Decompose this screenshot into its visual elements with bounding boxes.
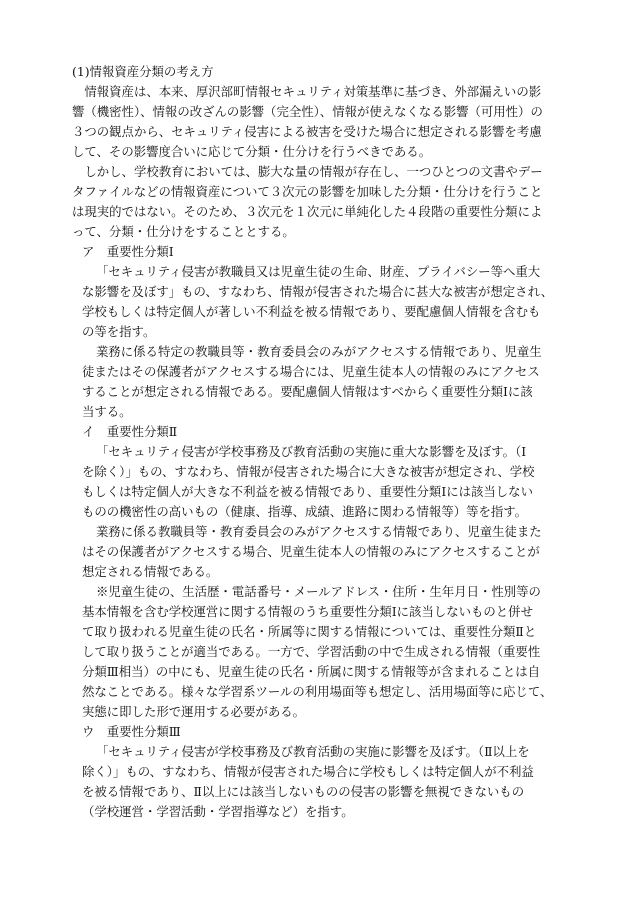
- text-line: 響（機密性）、情報の改ざんの影響（完全性）、情報が使えなくなる影響（可用性）の: [72, 104, 543, 119]
- text-line: ３つの観点から、セキュリティ侵害による被害を受けた場合に想定される影響を考慮: [72, 124, 542, 139]
- text-line: (1)情報資産分類の考え方: [72, 64, 214, 79]
- text-line: て取り扱われる児童生徒の氏名・所属等に関する情報については、重要性分類Ⅱと: [82, 624, 537, 639]
- text-line: イ 重要性分類Ⅱ: [82, 424, 178, 439]
- text-line: しかし、学校教育においては、膨大な量の情報が存在し、一つひとつの文書やデー: [72, 164, 543, 179]
- text-line: 然なことである。様々な学習系ツールの利用場面等も想定し、活用場面等に応じて、: [82, 684, 553, 699]
- text-line: 「セキュリティ侵害が学校事務及び教育活動の実施に影響を及ぼす。（Ⅱ以上を: [96, 744, 530, 759]
- text-line: して、その影響度合いに応じて分類・仕分けを行うべきである。: [72, 144, 432, 159]
- text-line: して取り扱うことが適当である。一方で、学習活動の中で生成される情報（重要性: [82, 644, 541, 659]
- text-line: タファイルなどの情報資産について３次元の影響を加味した分類・仕分けを行うこと: [72, 184, 543, 199]
- text-line: 情報資産は、本来、厚沢部町情報セキュリティ対策基準に基づき、外部漏えいの影: [72, 84, 542, 99]
- text-line: することが想定される情報である。要配慮個人情報はすべからく重要性分類Ⅰに該: [82, 384, 533, 399]
- text-line: 「セキュリティ侵害が学校事務及び教育活動の実施に重大な影響を及ぼす。（Ⅰ: [96, 444, 527, 459]
- text-line: 当する。: [82, 404, 132, 419]
- text-line: 分類Ⅲ相当）の中にも、児童生徒の氏名・所属に関する情報等が含まれることは自: [82, 664, 541, 679]
- text-line: ウ 重要性分類Ⅲ: [82, 724, 181, 739]
- text-line: 徒またはその保護者がアクセスする場合には、児童生徒本人の情報のみにアクセス: [82, 364, 540, 379]
- text-line: を被る情報であり、Ⅱ以上には該当しないものの侵害の影響を無視できないもの: [82, 784, 525, 799]
- text-line: ア 重要性分類Ⅰ: [82, 244, 174, 259]
- text-line: を除く）」もの、すなわち、情報が侵害された場合に大きな被害が想定され、学校: [82, 464, 535, 479]
- text-line: な影響を及ぼす」もの、すなわち、情報が侵害された場合に甚大な被害が想定され、: [82, 284, 554, 299]
- text-line: 実態に即した形で運用する必要がある。: [82, 704, 306, 719]
- text-line: ※児童生徒の、生活歴・電話番号・メールアドレス・住所・生年月日・性別等の: [96, 584, 541, 599]
- text-line: 「セキュリティ侵害が教職員又は児童生徒の生命、財産、プライバシー等へ重大: [96, 264, 541, 279]
- text-line: 基本情報を含む学校運営に関する情報のうち重要性分類Ⅰに該当しないものと併せ: [82, 604, 533, 619]
- text-line: 想定される情報である。: [82, 564, 219, 579]
- text-line: 学校もしくは特定個人が著しい不利益を被る情報であり、要配慮個人情報を含むも: [82, 304, 541, 319]
- text-line: はその保護者がアクセスする場合、児童生徒本人の情報のみにアクセスすることが: [82, 544, 540, 559]
- text-line: 業務に係る教職員等・教育委員会のみがアクセスする情報であり、児童生徒また: [96, 524, 542, 539]
- text-line: は現実的ではない。そのため、３次元を１次元に単純化した４段階の重要性分類によ: [72, 204, 543, 219]
- text-line: 業務に係る特定の教職員等・教育委員会のみがアクセスする情報であり、児童生: [96, 344, 542, 359]
- text-line: ものの機密性の高いもの（健康、指導、成績、進路に関わる情報等）等を指す。: [82, 504, 528, 519]
- text-line: 除く）」もの、すなわち、情報が侵害された場合に学校もしくは特定個人が不利益: [82, 764, 534, 779]
- text-line: って、分類・仕分けをすることとする。: [72, 224, 295, 239]
- text-line: もしくは特定個人が大きな不利益を被る情報であり、重要性分類Ⅰには該当しない: [82, 484, 533, 499]
- text-line: の等を指す。: [82, 324, 156, 339]
- text-line: （学校運営・学習活動・学習指導など）を指す。: [82, 804, 354, 819]
